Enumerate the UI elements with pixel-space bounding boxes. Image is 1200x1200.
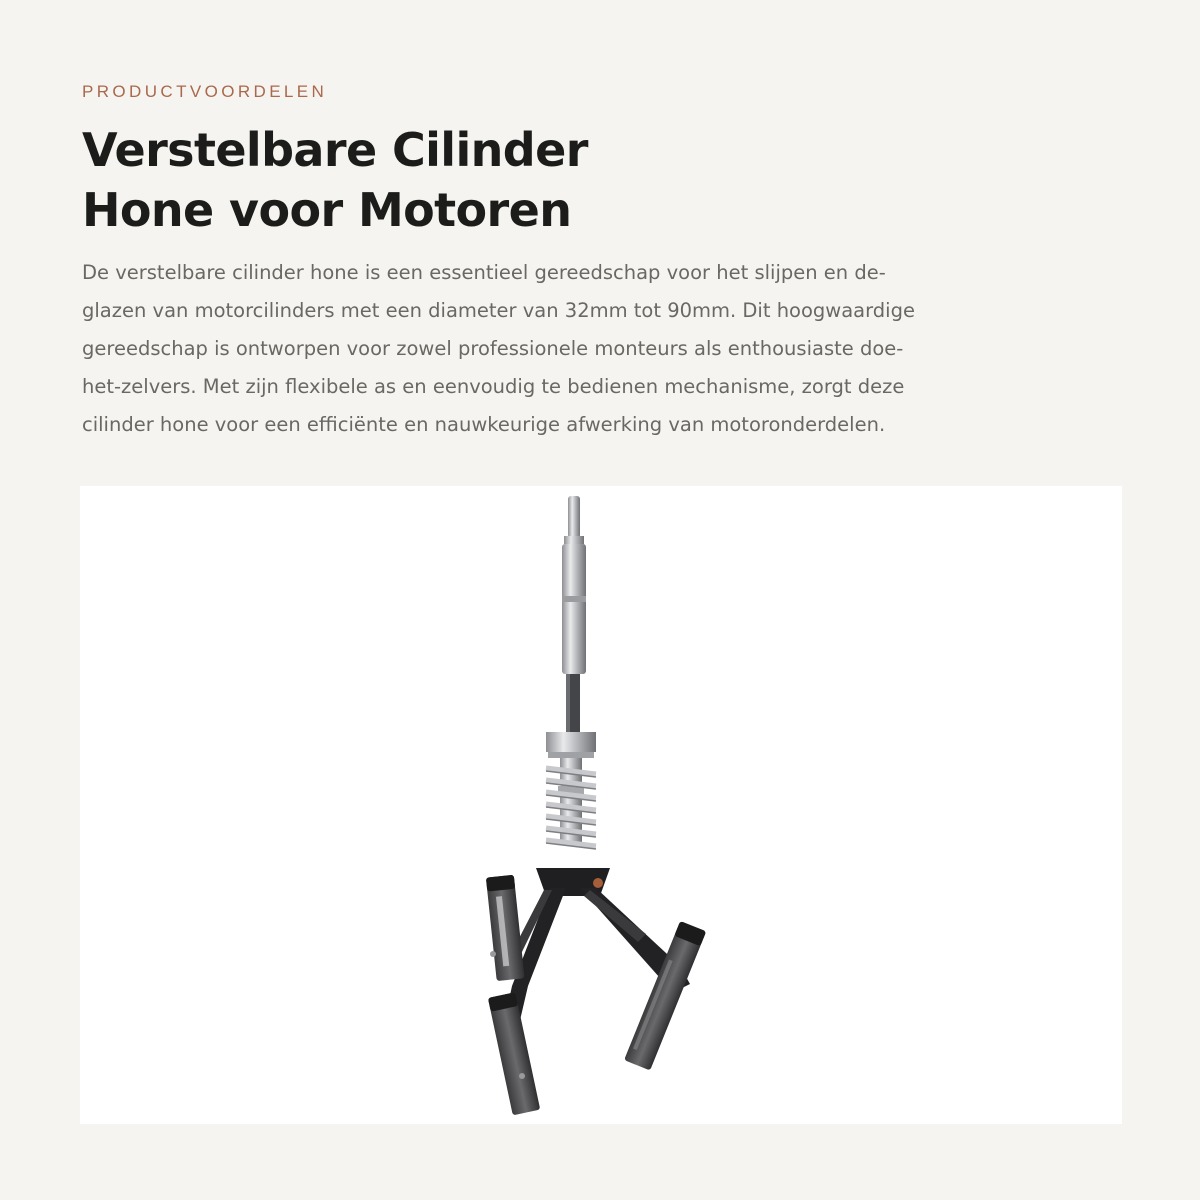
section-eyebrow: PRODUCTVOORDELEN <box>82 82 328 101</box>
description-line: cilinder hone voor een efficiënte en nauwkeurige afwerking van motoronderdelen. <box>82 413 886 436</box>
product-description <box>82 254 1072 444</box>
title-line: Verstelbare Cilinder <box>82 123 588 177</box>
cylinder-hone-tool-icon <box>80 486 1122 1124</box>
description-line: het-zelvers. Met zijn flexibele as en eenvoudig te bedienen mechanisme, zorgt deze <box>82 375 905 398</box>
product-image-panel <box>80 486 1122 1124</box>
title-line: Hone voor Motoren <box>82 183 572 237</box>
product-benefits-section <box>82 80 1122 444</box>
page-title <box>82 120 1122 240</box>
description-line: glazen van motorcilinders met een diameter van 32mm tot 90mm. Dit hoogwaardige <box>82 299 915 322</box>
description-line: gereedschap is ontworpen voor zowel professionele monteurs als enthousiaste doe- <box>82 337 904 360</box>
description-line: De verstelbare cilinder hone is een essentieel gereedschap voor het slijpen en de- <box>82 261 886 284</box>
